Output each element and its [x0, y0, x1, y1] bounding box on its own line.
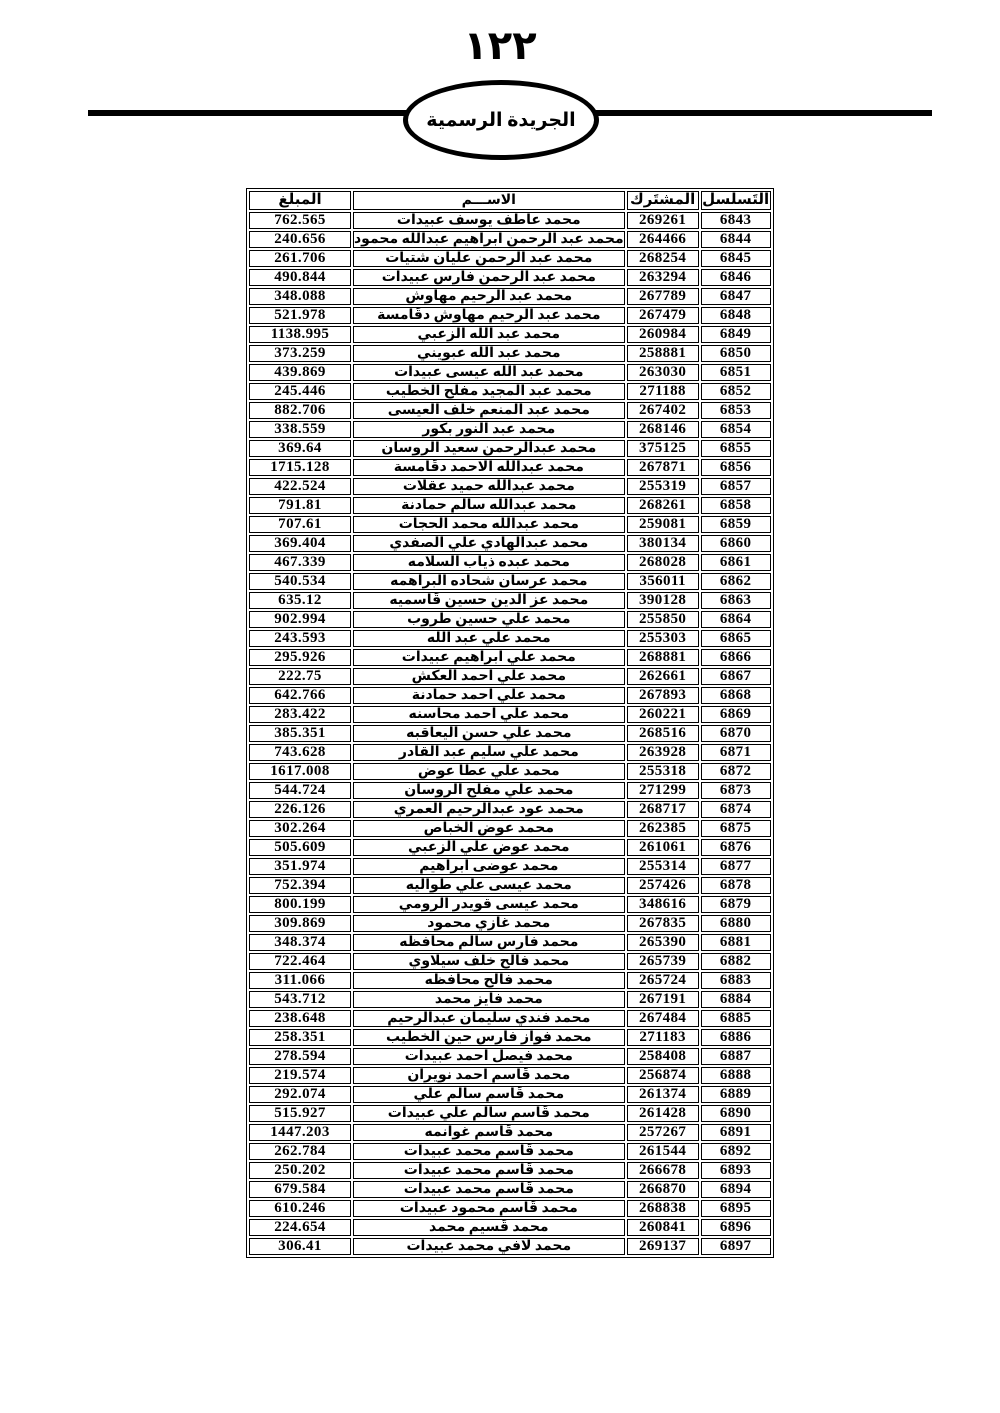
serial-cell: 6852	[701, 383, 771, 400]
amount-cell: 262.784	[249, 1143, 351, 1160]
subscriber-cell: 262661	[627, 668, 699, 685]
amount-cell: 1447.203	[249, 1124, 351, 1141]
amount-cell: 800.199	[249, 896, 351, 913]
serial-cell: 6857	[701, 478, 771, 495]
name-cell: محمد علي احمد محاسنه	[353, 706, 625, 723]
subscriber-cell: 255850	[627, 611, 699, 628]
table-row	[249, 307, 771, 324]
amount-cell: 373.259	[249, 345, 351, 362]
serial-cell: 6893	[701, 1162, 771, 1179]
amount-cell: 295.926	[249, 649, 351, 666]
serial-cell: 6850	[701, 345, 771, 362]
name-cell: محمد فندي سليمان عبدالرحيم	[353, 1010, 625, 1027]
serial-cell: 6870	[701, 725, 771, 742]
serial-cell: 6849	[701, 326, 771, 343]
name-cell: محمد فارس سالم محافظه	[353, 934, 625, 951]
table-row	[249, 573, 771, 590]
name-cell: محمد علي حسن اليعاقبه	[353, 725, 625, 742]
name-cell: محمد علي سليم عبد القادر	[353, 744, 625, 761]
subscriber-cell: 261061	[627, 839, 699, 856]
subscriber-cell: 257267	[627, 1124, 699, 1141]
table-row	[249, 326, 771, 343]
serial-cell: 6880	[701, 915, 771, 932]
table-row	[249, 535, 771, 552]
serial-cell: 6865	[701, 630, 771, 647]
serial-cell: 6853	[701, 402, 771, 419]
subscriber-cell: 255319	[627, 478, 699, 495]
name-cell: محمد عوضى ابراهيم	[353, 858, 625, 875]
table-row	[249, 383, 771, 400]
subscriber-cell: 258881	[627, 345, 699, 362]
subscriber-cell: 269261	[627, 212, 699, 229]
table-row	[249, 934, 771, 951]
amount-cell: 250.202	[249, 1162, 351, 1179]
subscriber-cell: 265390	[627, 934, 699, 951]
serial-cell: 6874	[701, 801, 771, 818]
table-row	[249, 212, 771, 229]
name-cell: محمد قَاسم محمد عبيدات	[353, 1143, 625, 1160]
subscriber-cell: 268028	[627, 554, 699, 571]
subscriber-cell: 257426	[627, 877, 699, 894]
table-row	[249, 1200, 771, 1217]
name-cell: محمد عز الدين حسين قَاسميه	[353, 592, 625, 609]
amount-cell: 348.374	[249, 934, 351, 951]
amount-cell: 369.64	[249, 440, 351, 457]
table-row	[249, 896, 771, 913]
table-row	[249, 421, 771, 438]
subscriber-cell: 265724	[627, 972, 699, 989]
amount-cell: 311.066	[249, 972, 351, 989]
amount-cell: 261.706	[249, 250, 351, 267]
serial-cell: 6897	[701, 1238, 771, 1255]
amount-cell: 283.422	[249, 706, 351, 723]
table-header	[249, 191, 771, 210]
table-row	[249, 991, 771, 1008]
amount-cell: 521.978	[249, 307, 351, 324]
amount-cell: 245.446	[249, 383, 351, 400]
amount-cell: 224.654	[249, 1219, 351, 1236]
gazette-table-body	[249, 212, 771, 1255]
amount-cell: 278.594	[249, 1048, 351, 1065]
serial-cell: 6860	[701, 535, 771, 552]
header-serial: التَسلسل	[702, 192, 770, 208]
amount-cell: 490.844	[249, 269, 351, 286]
amount-cell: 544.724	[249, 782, 351, 799]
table-row	[249, 668, 771, 685]
amount-cell: 351.974	[249, 858, 351, 875]
table-row	[249, 497, 771, 514]
amount-cell: 610.246	[249, 1200, 351, 1217]
table-row	[249, 763, 771, 780]
table-row	[249, 801, 771, 818]
table-row	[249, 288, 771, 305]
name-cell: محمد قَاسم محمد عبيدات	[353, 1162, 625, 1179]
page-number: ١٢٢	[463, 23, 537, 68]
table-row	[249, 592, 771, 609]
table-row	[249, 554, 771, 571]
name-cell: محمد فيصل احمد عبيدات	[353, 1048, 625, 1065]
table-row	[249, 649, 771, 666]
table-row	[249, 1105, 771, 1122]
name-cell: محمد قَاسم غوانمه	[353, 1124, 625, 1141]
serial-cell: 6882	[701, 953, 771, 970]
subscriber-cell: 261544	[627, 1143, 699, 1160]
serial-cell: 6843	[701, 212, 771, 229]
amount-cell: 385.351	[249, 725, 351, 742]
table-row	[249, 1181, 771, 1198]
table-row	[249, 630, 771, 647]
table-row	[249, 877, 771, 894]
serial-cell: 6889	[701, 1086, 771, 1103]
subscriber-cell: 268516	[627, 725, 699, 742]
subscriber-cell: 271299	[627, 782, 699, 799]
name-cell: محمد قَاسم محمد عبيدات	[353, 1181, 625, 1198]
serial-cell: 6896	[701, 1219, 771, 1236]
amount-cell: 309.869	[249, 915, 351, 932]
name-cell: محمد عبد الرحمن ابراهيم عبدالله محمود	[354, 232, 624, 247]
serial-cell: 6851	[701, 364, 771, 381]
subscriber-cell: 267484	[627, 1010, 699, 1027]
name-cell: محمد علي عبد الله	[353, 630, 625, 647]
name-cell: محمد عبدالله سالم حمادنة	[353, 497, 625, 514]
subscriber-cell: 271183	[627, 1029, 699, 1046]
gazette-banner	[403, 80, 599, 160]
name-cell: محمد عبد الرحيم مهاوش	[353, 288, 625, 305]
subscriber-cell: 348616	[627, 896, 699, 913]
subscriber-cell: 380134	[627, 535, 699, 552]
name-cell: محمد عبد الرحمن عليان شتيات	[353, 250, 625, 267]
table-row	[249, 1143, 771, 1160]
serial-cell: 6872	[701, 763, 771, 780]
name-cell: محمد عبدالهادي علي الصفدي	[353, 535, 625, 552]
subscriber-cell: 255314	[627, 858, 699, 875]
amount-cell: 540.534	[249, 573, 351, 590]
amount-cell: 543.712	[249, 991, 351, 1008]
subscriber-cell: 269137	[627, 1238, 699, 1255]
amount-cell: 902.994	[249, 611, 351, 628]
name-cell: محمد عيسى قويدر الرومي	[353, 896, 625, 913]
name-cell: محمد قَاسم احمد نويران	[353, 1067, 625, 1084]
subscriber-cell: 267893	[627, 687, 699, 704]
name-cell: محمد عبد الله عبويني	[353, 345, 625, 362]
name-cell: محمد عرسان شحاده البراهمه	[353, 573, 625, 590]
subscriber-cell: 267835	[627, 915, 699, 932]
amount-cell: 635.12	[249, 592, 351, 609]
serial-cell: 6866	[701, 649, 771, 666]
table-row	[249, 478, 771, 495]
serial-cell: 6892	[701, 1143, 771, 1160]
serial-cell: 6884	[701, 991, 771, 1008]
serial-cell: 6868	[701, 687, 771, 704]
serial-cell: 6855	[701, 440, 771, 457]
serial-cell: 6848	[701, 307, 771, 324]
serial-cell: 6862	[701, 573, 771, 590]
serial-cell: 6885	[701, 1010, 771, 1027]
subscriber-cell: 268146	[627, 421, 699, 438]
serial-cell: 6879	[701, 896, 771, 913]
table-row	[249, 1048, 771, 1065]
table-row	[249, 725, 771, 742]
amount-cell: 422.524	[249, 478, 351, 495]
table-row	[249, 611, 771, 628]
name-cell: محمد فالح محافظه	[353, 972, 625, 989]
subscriber-cell: 258408	[627, 1048, 699, 1065]
serial-cell: 6888	[701, 1067, 771, 1084]
serial-cell: 6887	[701, 1048, 771, 1065]
table-row	[249, 706, 771, 723]
name-cell: محمد غازي محمود	[353, 915, 625, 932]
amount-cell: 515.927	[249, 1105, 351, 1122]
table-row	[249, 459, 771, 476]
name-cell: محمد عوض الخباص	[353, 820, 625, 837]
subscriber-cell: 375125	[627, 440, 699, 457]
amount-cell: 348.088	[249, 288, 351, 305]
subscriber-cell: 268717	[627, 801, 699, 818]
name-cell: محمد فواز فارس حين الخطيب	[353, 1029, 625, 1046]
subscriber-cell: 260841	[627, 1219, 699, 1236]
amount-cell: 743.628	[249, 744, 351, 761]
name-cell: محمد علي احمد حمادنة	[353, 687, 625, 704]
serial-cell: 6854	[701, 421, 771, 438]
subscriber-cell: 255303	[627, 630, 699, 647]
name-cell: محمد علي احمد العكش	[353, 668, 625, 685]
subscriber-cell: 267789	[627, 288, 699, 305]
serial-cell: 6858	[701, 497, 771, 514]
subscriber-cell: 263928	[627, 744, 699, 761]
table-row	[249, 269, 771, 286]
table-row	[249, 1219, 771, 1236]
table-row	[249, 687, 771, 704]
amount-cell: 439.869	[249, 364, 351, 381]
serial-cell: 6871	[701, 744, 771, 761]
serial-cell: 6863	[701, 592, 771, 609]
name-cell: محمد عاطف يوسف عبيدات	[353, 212, 625, 229]
name-cell: محمد عبده ذياب السلامه	[353, 554, 625, 571]
name-cell: محمد فايز محمد	[353, 991, 625, 1008]
subscriber-cell: 266678	[627, 1162, 699, 1179]
subscriber-cell: 268881	[627, 649, 699, 666]
serial-cell: 6878	[701, 877, 771, 894]
name-cell: محمد علي مفلح الروسان	[353, 782, 625, 799]
header-subscriber: المشتَرك	[627, 191, 699, 210]
name-cell: محمد علي ابراهيم عبيدات	[353, 649, 625, 666]
name-cell: محمد قَسيم محمد	[353, 1219, 625, 1236]
subscriber-cell: 267871	[627, 459, 699, 476]
table-row	[249, 744, 771, 761]
serial-cell: 6845	[701, 250, 771, 267]
serial-cell: 6886	[701, 1029, 771, 1046]
name-cell: محمد عبدالرحمن سعيد الروسان	[353, 440, 625, 457]
name-cell: محمد عيسى علي طواليه	[353, 877, 625, 894]
amount-cell: 219.574	[249, 1067, 351, 1084]
header-amount: المبلغ	[249, 191, 351, 210]
name-cell: محمد فالح خلف سيلاوي	[353, 953, 625, 970]
table-row	[249, 953, 771, 970]
serial-cell: 6875	[701, 820, 771, 837]
subscriber-cell: 262385	[627, 820, 699, 837]
serial-cell: 6864	[701, 611, 771, 628]
name-cell: محمد عبد الله الزعبي	[353, 326, 625, 343]
subscriber-cell: 265739	[627, 953, 699, 970]
table-row	[249, 1238, 771, 1255]
amount-cell: 240.656	[249, 231, 351, 248]
amount-cell: 642.766	[249, 687, 351, 704]
amount-cell: 369.404	[249, 535, 351, 552]
name-cell: محمد عوض علي الزعبي	[353, 839, 625, 856]
table-row	[249, 231, 771, 248]
name-cell: محمد عبدالله الاحمد دقَامسة	[353, 459, 625, 476]
name-cell: محمد عبد الرحمن فارس عبيدات	[353, 269, 625, 286]
table-row	[249, 250, 771, 267]
serial-cell: 6844	[701, 231, 771, 248]
name-cell: محمد علي حسين طروب	[353, 611, 625, 628]
amount-cell: 762.565	[249, 212, 351, 229]
subscriber-cell: 268254	[627, 250, 699, 267]
name-cell: محمد عبدالله حميد عقلات	[353, 478, 625, 495]
subscriber-cell: 260221	[627, 706, 699, 723]
serial-cell: 6861	[701, 554, 771, 571]
amount-cell: 1617.008	[249, 763, 351, 780]
subscriber-cell: 263030	[627, 364, 699, 381]
table-header-row	[249, 191, 771, 210]
amount-cell: 707.61	[249, 516, 351, 533]
table-row	[249, 820, 771, 837]
name-cell: محمد عبدالله محمد الحجات	[353, 516, 625, 533]
subscriber-cell: 268838	[627, 1200, 699, 1217]
name-cell: محمد عبد المنعم خلف العيسى	[353, 402, 625, 419]
header-name: الاســـم	[353, 191, 625, 210]
table-row	[249, 516, 771, 533]
amount-cell: 467.339	[249, 554, 351, 571]
name-cell: محمد عبد الله عيسى عبيدات	[353, 364, 625, 381]
subscriber-cell: 261428	[627, 1105, 699, 1122]
table-row	[249, 915, 771, 932]
table-row	[249, 1162, 771, 1179]
amount-cell: 722.464	[249, 953, 351, 970]
name-cell: محمد عبد المجيد مفلح الخطيب	[353, 383, 625, 400]
amount-cell: 679.584	[249, 1181, 351, 1198]
amount-cell: 243.593	[249, 630, 351, 647]
serial-cell: 6846	[701, 269, 771, 286]
subscriber-cell: 263294	[627, 269, 699, 286]
subscriber-cell: 266870	[627, 1181, 699, 1198]
amount-cell: 302.264	[249, 820, 351, 837]
table-row	[249, 364, 771, 381]
amount-cell: 338.559	[249, 421, 351, 438]
amount-cell: 752.394	[249, 877, 351, 894]
name-cell: محمد قَاسم محمود عبيدات	[353, 1200, 625, 1217]
name-cell: محمد قَاسم سالم علي	[353, 1086, 625, 1103]
table-row	[249, 345, 771, 362]
table-row	[249, 1124, 771, 1141]
subscriber-cell: 268261	[627, 497, 699, 514]
subscriber-cell: 267479	[627, 307, 699, 324]
amount-cell: 505.609	[249, 839, 351, 856]
amount-cell: 226.126	[249, 801, 351, 818]
serial-cell: 6847	[701, 288, 771, 305]
gazette-banner-label: الجريدة الرسمية	[426, 109, 576, 131]
name-cell: محمد عبد النور بكور	[353, 421, 625, 438]
table-row	[249, 858, 771, 875]
serial-cell: 6881	[701, 934, 771, 951]
serial-cell: 6877	[701, 858, 771, 875]
serial-cell: 6873	[701, 782, 771, 799]
subscriber-cell: 259081	[627, 516, 699, 533]
subscriber-cell: 256874	[627, 1067, 699, 1084]
subscriber-cell: 356011	[627, 573, 699, 590]
amount-cell: 306.41	[249, 1238, 351, 1255]
subscriber-cell: 264466	[627, 231, 699, 248]
name-cell: محمد قَاسم سالم علي عبيدات	[353, 1105, 625, 1122]
amount-cell: 1138.995	[249, 326, 351, 343]
serial-cell: 6856	[701, 459, 771, 476]
amount-cell: 222.75	[249, 668, 351, 685]
amount-cell: 238.648	[249, 1010, 351, 1027]
serial-cell: 6891	[701, 1124, 771, 1141]
table-row	[249, 402, 771, 419]
name-cell: محمد عبد الرحيم مهاوش دقَامسة	[353, 307, 625, 324]
subscriber-cell: 260984	[627, 326, 699, 343]
name-cell: محمد علي عطا عوض	[353, 763, 625, 780]
amount-cell: 292.074	[249, 1086, 351, 1103]
subscribers-table	[246, 188, 774, 1258]
table-row	[249, 1086, 771, 1103]
table-row	[249, 1010, 771, 1027]
table-row	[249, 440, 771, 457]
amount-cell: 791.81	[249, 497, 351, 514]
subscriber-cell: 390128	[627, 592, 699, 609]
name-cell: محمد عود عبدالرحيم العمري	[353, 801, 625, 818]
serial-cell: 6876	[701, 839, 771, 856]
serial-cell: 6895	[701, 1200, 771, 1217]
amount-cell: 882.706	[249, 402, 351, 419]
amount-cell: 258.351	[249, 1029, 351, 1046]
serial-cell: 6859	[701, 516, 771, 533]
table-row	[249, 972, 771, 989]
name-cell: محمد لافي محمد عبيدات	[353, 1238, 625, 1255]
serial-cell: 6869	[701, 706, 771, 723]
serial-cell: 6894	[701, 1181, 771, 1198]
serial-cell: 6890	[701, 1105, 771, 1122]
subscriber-cell: 261374	[627, 1086, 699, 1103]
table-row	[249, 782, 771, 799]
table-row	[249, 839, 771, 856]
table-row	[249, 1067, 771, 1084]
subscriber-cell: 255318	[627, 763, 699, 780]
serial-cell: 6867	[701, 668, 771, 685]
subscriber-cell: 267191	[627, 991, 699, 1008]
serial-cell: 6883	[701, 972, 771, 989]
table-row	[249, 1029, 771, 1046]
subscriber-cell: 267402	[627, 402, 699, 419]
amount-cell: 1715.128	[249, 459, 351, 476]
subscriber-cell: 271188	[627, 383, 699, 400]
